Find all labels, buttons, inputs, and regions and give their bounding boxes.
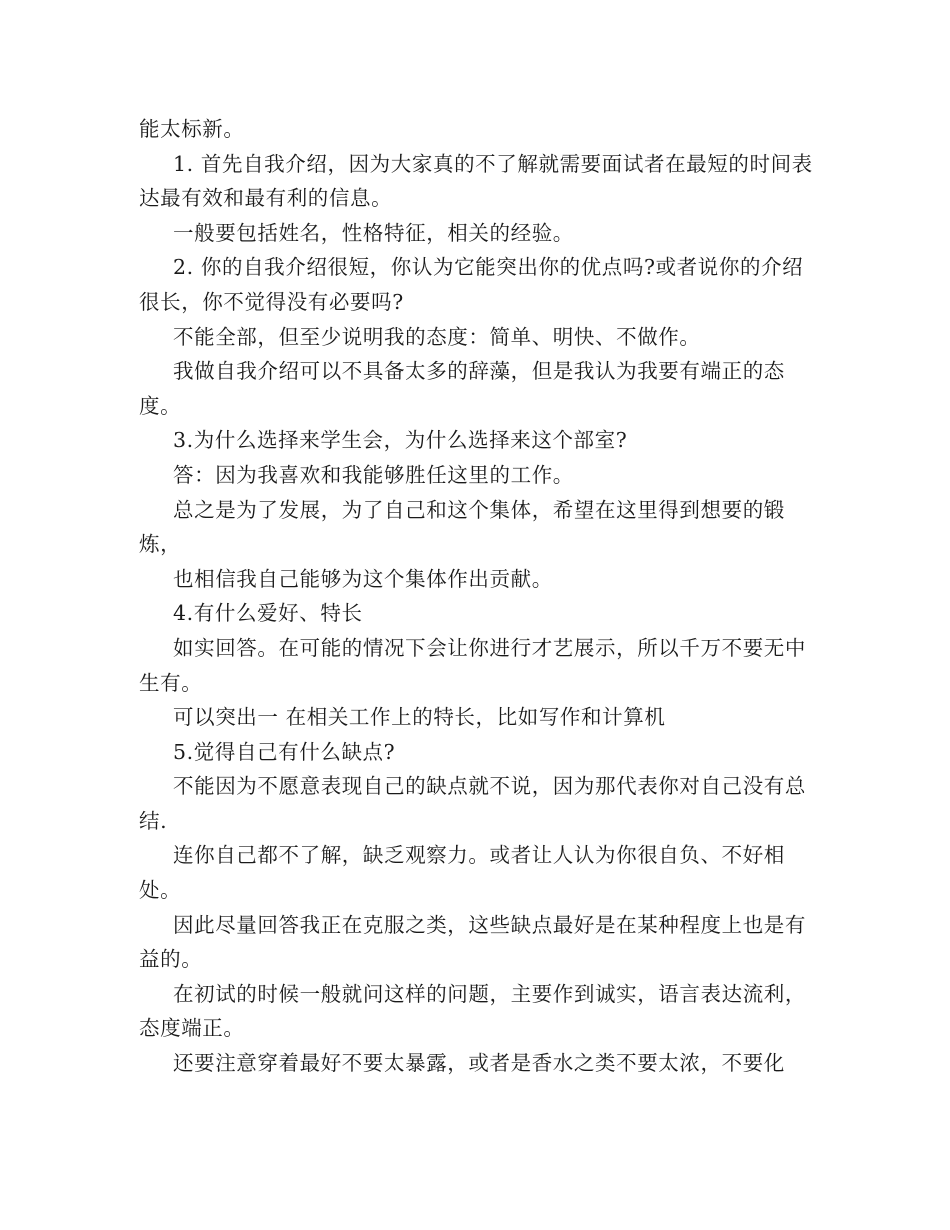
paragraph-question-4: 4.有什么爱好、特长 bbox=[173, 601, 363, 626]
paragraph-answer-5a: 不能因为不愿意表现自己的缺点就不说，因为那代表你对自己没有总结. bbox=[139, 774, 806, 833]
paragraph-question-1: 1. 首先自我介绍，因为大家真的不了解就需要面试者在最短的时间表达最有效和最有利的信息。 bbox=[139, 151, 813, 211]
paragraph-answer-2b: 我做自我介绍可以不具备太多的辞藻，但是我认为我要有端正的态度。 bbox=[139, 359, 785, 418]
paragraph-question-2: 2. 你的自我介绍很短，你认为它能突出你的优点吗?或者说你的介绍很长，你不觉得没有必要吗? bbox=[139, 255, 804, 314]
paragraph-continuation: 能太标新。 bbox=[139, 117, 245, 141]
paragraph-question-5: 5.觉得自己有什么缺点? bbox=[173, 739, 396, 764]
paragraph-note-1: 在初试的时候一般就问这样的问题，主要作到诚实，语言表达流利，态度端正。 bbox=[139, 981, 806, 1041]
paragraph-answer-3c: 也相信我自己能够为这个集体作出贡献。 bbox=[173, 566, 553, 591]
document-body bbox=[139, 112, 814, 1081]
paragraph-answer-1: 一般要包括姓名，性格特征，相关的经验。 bbox=[173, 220, 574, 245]
paragraph-answer-3a: 答：因为我喜欢和我能够胜任这里的工作。 bbox=[173, 462, 574, 487]
paragraph-answer-4b: 可以突出一 在相关工作上的特长，比如写作和计算机 bbox=[173, 705, 666, 730]
paragraph-answer-5c: 因此尽量回答我正在克服之类，这些缺点最好是在某种程度上也是有益的。 bbox=[139, 912, 806, 972]
paragraph-note-2: 还要注意穿着最好不要太暴露，或者是香水之类不要太浓，不要化 bbox=[173, 1051, 785, 1076]
paragraph-answer-4a: 如实回答。在可能的情况下会让你进行才艺展示，所以千万不要无中生有。 bbox=[139, 635, 806, 695]
paragraph-answer-5b: 连你自己都不了解，缺乏观察力。或者让人认为你很自负、不好相处。 bbox=[139, 843, 785, 903]
paragraph-answer-3b: 总之是为了发展，为了自己和这个集体，希望在这里得到想要的锻炼， bbox=[139, 497, 785, 557]
paragraph-question-3: 3.为什么选择来学生会，为什么选择来这个部室? bbox=[173, 428, 628, 453]
paragraph-answer-2a: 不能全部，但至少说明我的态度：简单、明快、不做作。 bbox=[173, 324, 701, 349]
